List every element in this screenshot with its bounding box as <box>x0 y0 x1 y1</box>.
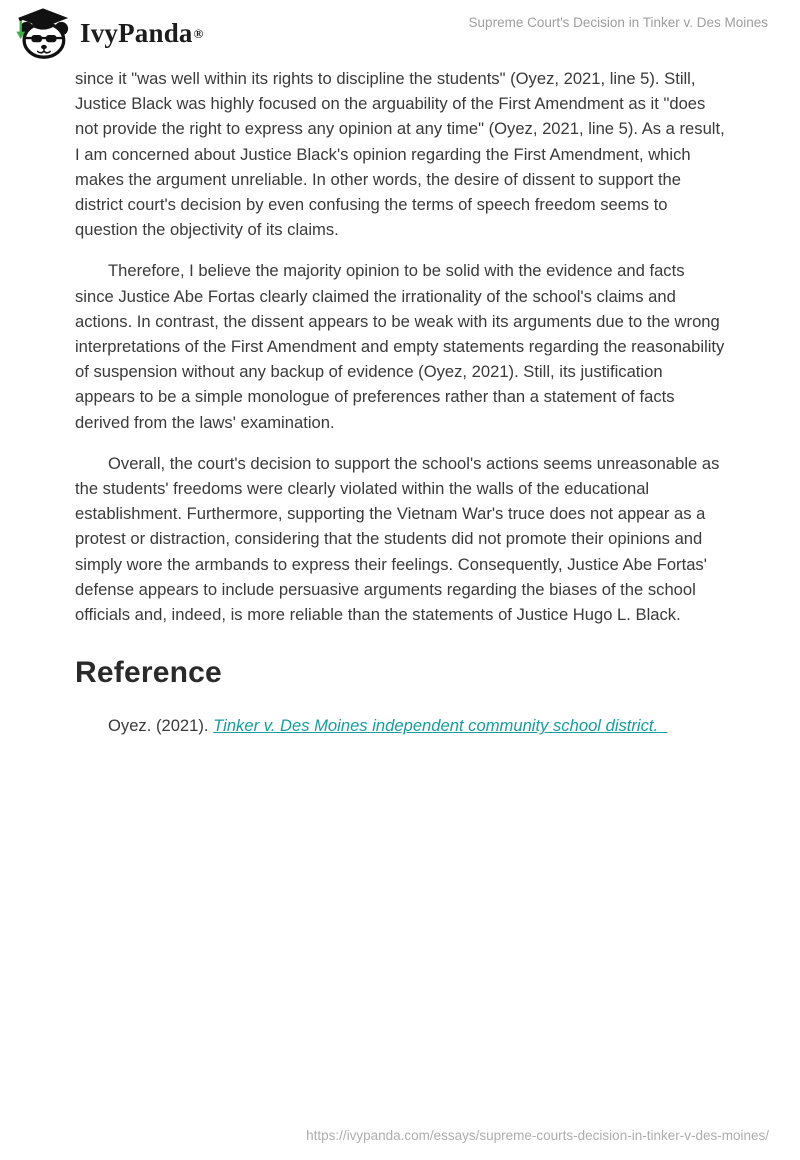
document-title: Supreme Court's Decision in Tinker v. Des Moines <box>468 15 768 30</box>
reference-heading: Reference <box>75 656 222 690</box>
reference-citation-prefix: Oyez. (2021). <box>108 716 214 736</box>
essay-paragraph: Therefore, I believe the majority opinion to be solid with the evidence and facts since Justice Abe Fortas clearly claimed the irrationality of the school's claims and actions. In contrast, the dissent appears to be weak with its arguments due to the wrong interpretations of the First Amendment and empty statements regarding the reasonability of suspension without any backup of evidence (Oyez, 2021). Still, its justification appears to be a simple monologue of preferences rather than a statement of facts derived from the laws' examination. <box>75 261 725 432</box>
source-url: https://ivypanda.com/essays/supreme-courts-decision-in-tinker-v-des-moines/ <box>306 1128 769 1143</box>
page-header <box>0 0 800 64</box>
logo-wordmark: IvyPanda <box>80 18 193 48</box>
reference-entry <box>75 713 726 738</box>
registered-mark: ® <box>193 25 204 41</box>
essay-paragraph: Overall, the court's decision to support the school's actions seems unreasonable as the students' freedoms were clearly violated within the walls of the educational establishment. Furthermore, supporting the Vietnam War's truce does not appear as a protest or distraction, considering that the students did not promote their opinions and simply wore the armbands to express their feelings. Consequently, Justice Abe Fortas' defense appears to include persuasive arguments regarding the biases of the school officials and, indeed, is more reliable than the statements of Justice Hugo L. Black. <box>75 453 720 625</box>
ivypanda-logo[interactable] <box>13 7 203 60</box>
panda-graduate-icon <box>13 7 71 60</box>
reference-link[interactable]: Tinker v. Des Moines independent community school district. <box>213 716 659 736</box>
essay-paragraph: since it "was well within its rights to discipline the students" (Oyez, 2021, line 5). Still, Justice Black was highly focused on the arguability of the First Amendment as it "does not provide the right to express any opinion at any time" (Oyez, 2021, line 5). As a result, I am concerned about Justice Black's opinion regarding the First Amendment, which makes the argument unreliable. In other words, the desire of dissent to support the district court's decision by even confusing the terms of speech freedom seems to question the objectivity of its claims. <box>75 69 725 240</box>
essay-content <box>75 66 726 739</box>
